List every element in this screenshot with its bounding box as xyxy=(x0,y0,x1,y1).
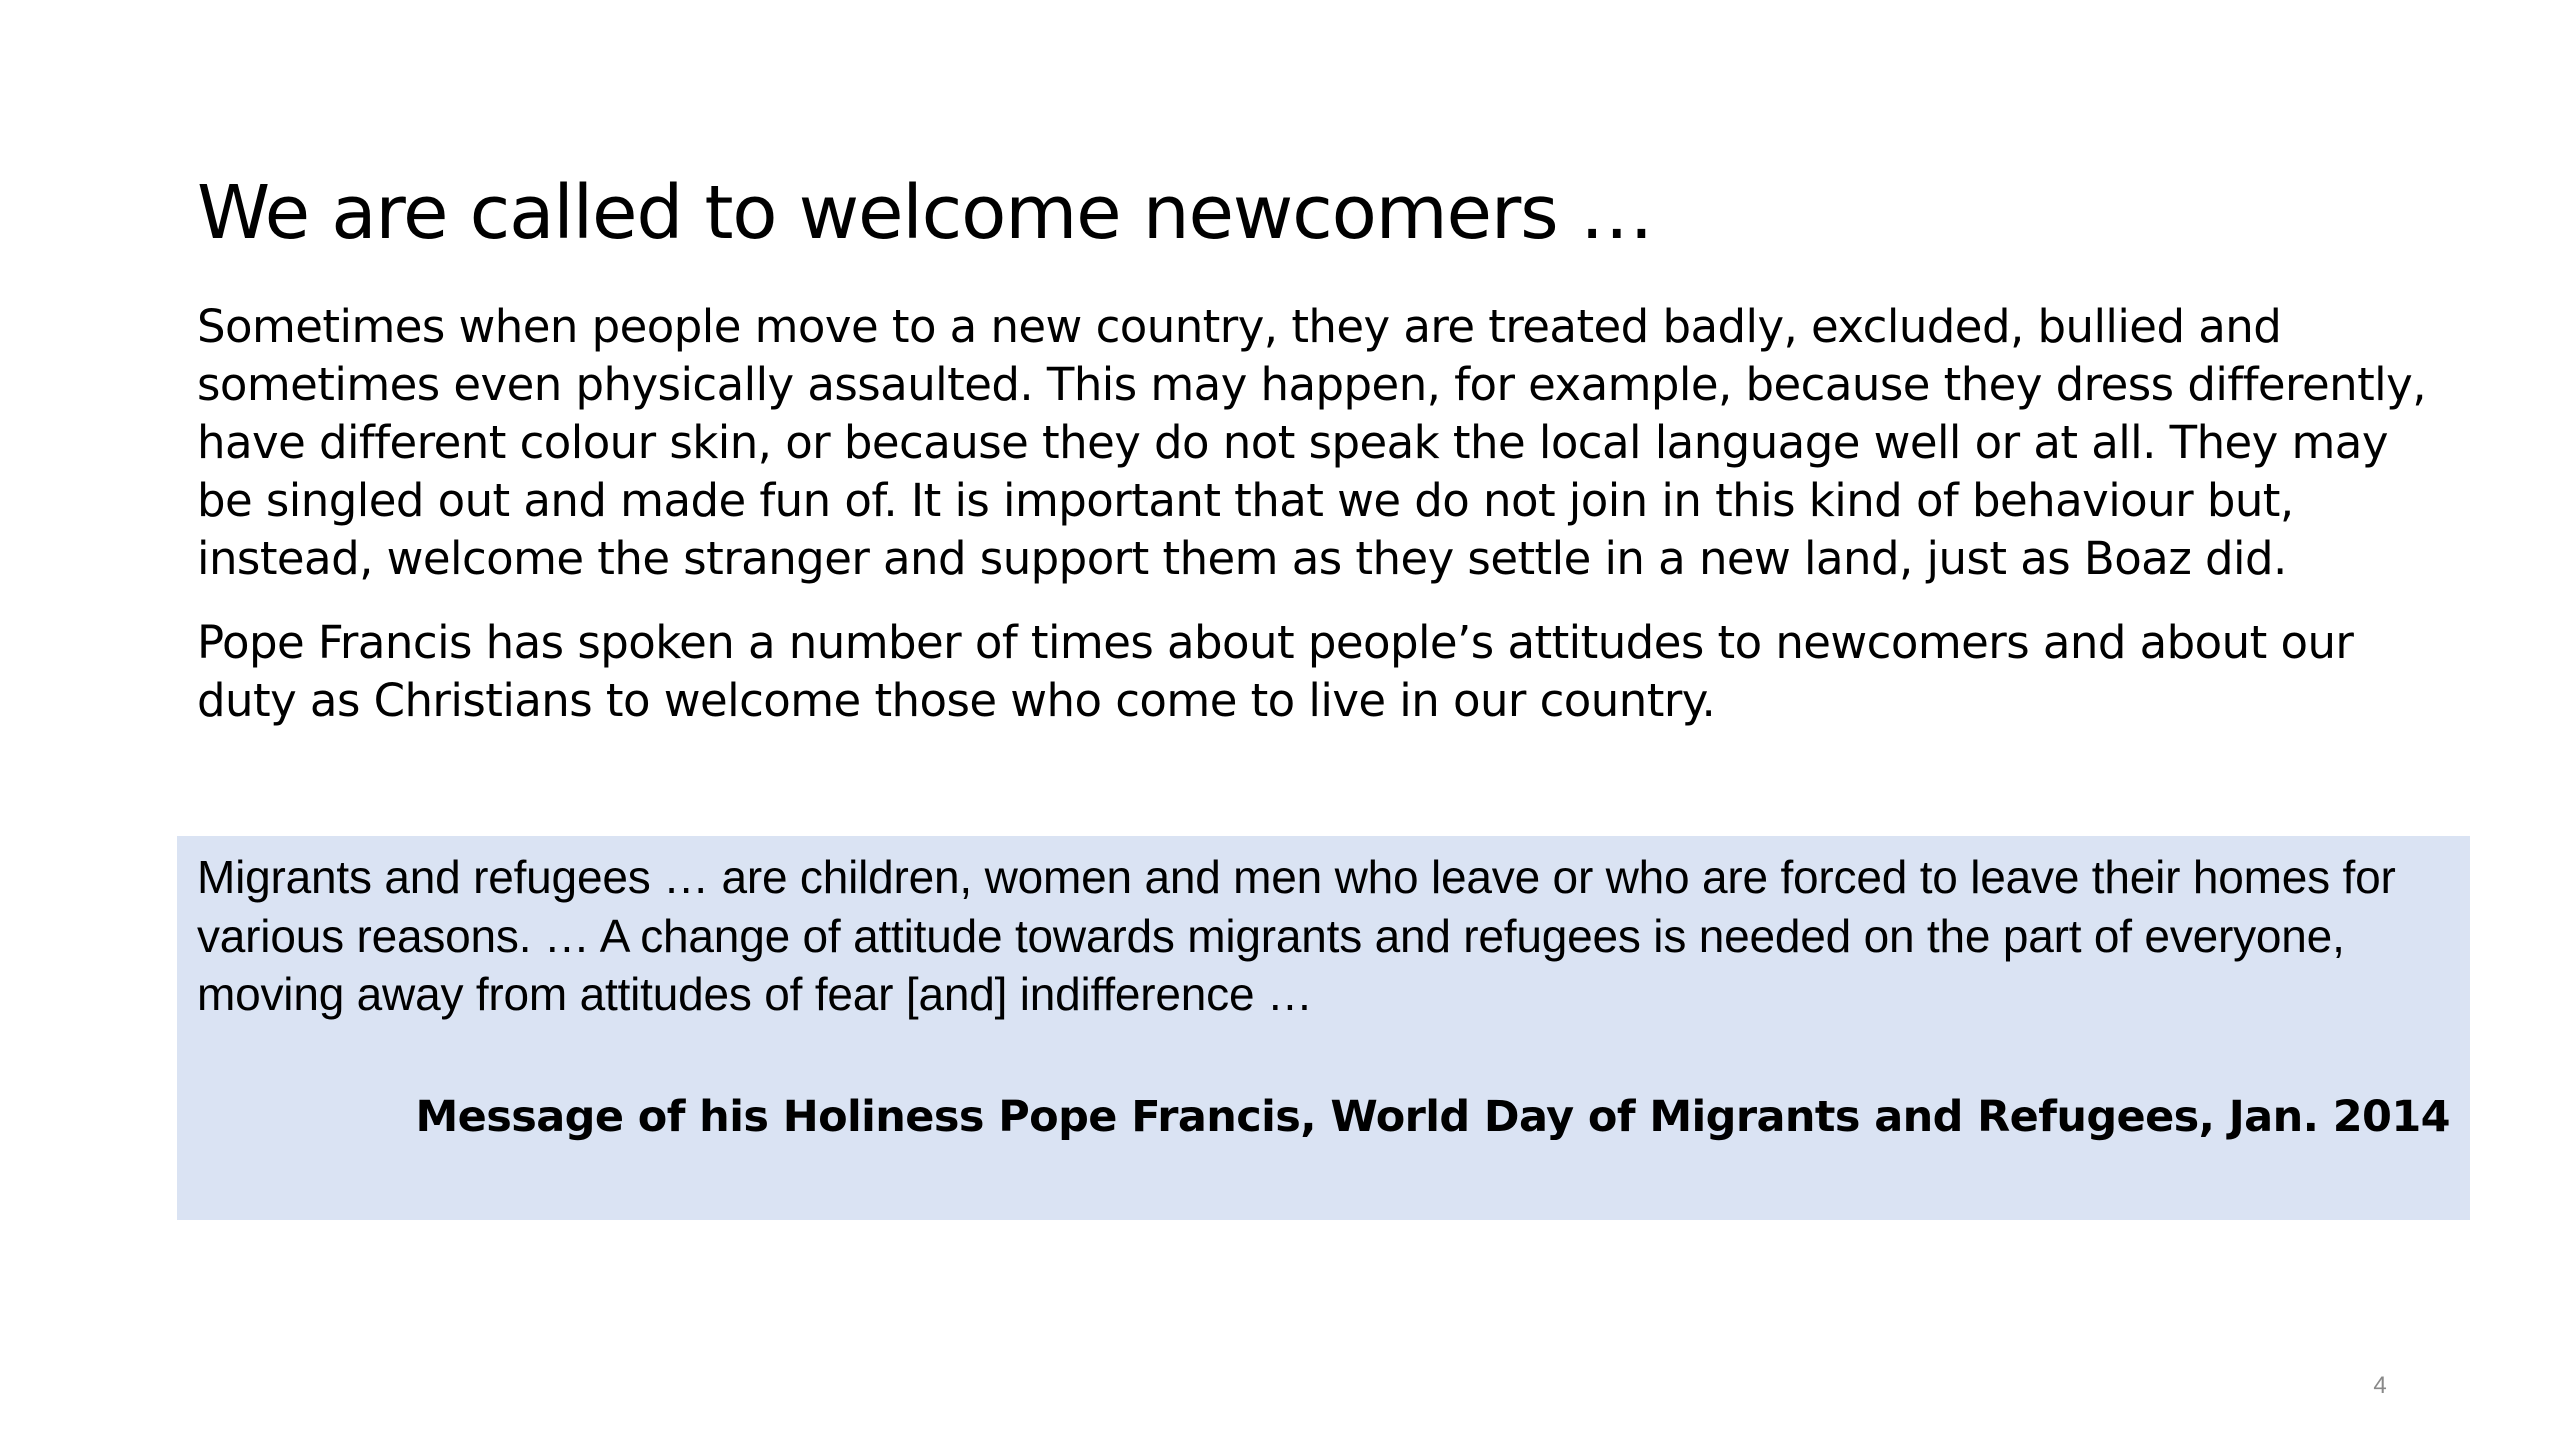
quote-box xyxy=(177,836,2470,1220)
slide-title: We are called to welcome newcomers … xyxy=(197,170,1653,256)
body-paragraph-1: Sometimes when people move to a new country, they are treated badly, excluded, bullied and sometimes even physically assaulted. This may happen, for example, because they dress differently, have different colour skin, or because they do not speak the local language well or at all. They may be singled out and made fun of. It is important that we do not join in this kind of behaviour but, instead, welcome the stranger and support them as they settle in a new land, just as Boaz did. xyxy=(197,300,2426,585)
quote-attribution: Message of his Holiness Pope Francis, World Day of Migrants and Refugees, Jan. 2014 xyxy=(415,1092,2450,1142)
body-paragraph-2: Pope Francis has spoken a number of times about people’s attitudes to newcomers and about our duty as Christians to welcome those who come to live in our country. xyxy=(197,616,2354,727)
quote-text: Migrants and refugees … are children, women and men who leave or who are forced to leave their homes for various reasons. … A change of attitude towards migrants and refugees is needed on the part of everyone, moving away from attitudes of fear [and] indifference … xyxy=(197,851,2396,1020)
page-number: 4 xyxy=(2373,1372,2387,1399)
body-text xyxy=(197,298,2437,730)
